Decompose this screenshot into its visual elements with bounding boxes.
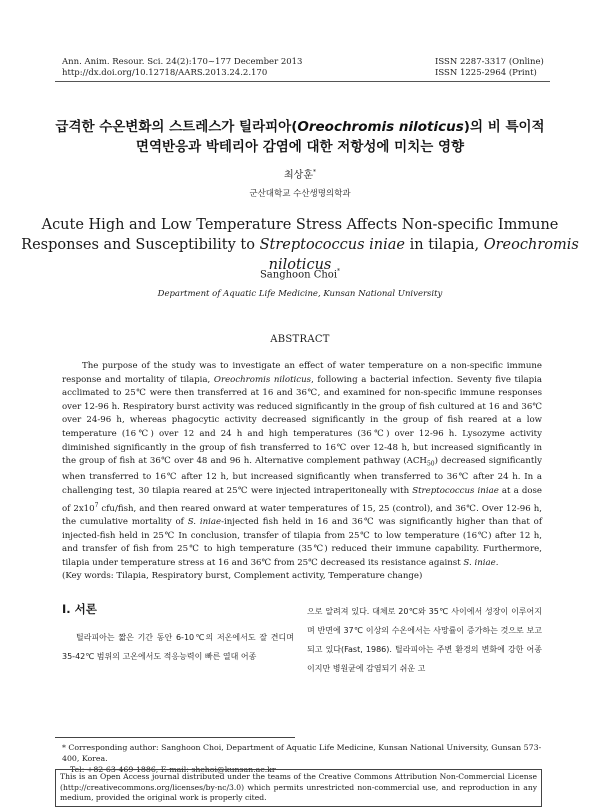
journal-citation xyxy=(62,57,302,79)
header-rule xyxy=(55,81,550,82)
species-name: Oreochromis niloticus xyxy=(297,119,464,135)
footnote-rule xyxy=(55,737,295,738)
abstract-heading: ABSTRACT xyxy=(270,334,330,345)
korean-title-line2: 면역반응과 박테리아 감염에 대한 저항성에 미치는 영향 xyxy=(135,139,465,155)
footnote-contact: Tel: +82-63-469-1886, E-mail: shchoi@kunsan.ac.kr xyxy=(70,765,276,774)
issn-online: ISSN 2287-3317 (Online) xyxy=(435,57,544,67)
english-author: Sanghoon Choi* xyxy=(259,268,341,281)
body-column-left xyxy=(62,628,294,666)
english-affiliation: Department of Aquatic Life Medicine, Kunsan National University xyxy=(157,289,443,299)
keywords: (Key words: Tilapia, Respiratory burst, Complement activity, Temperature change) xyxy=(62,571,423,582)
issn-block xyxy=(435,57,544,79)
intro-paragraph-right: 으로 알려져 있다. 대체로 20℃와 35℃ 사이에서 성장이 이루어지며 반면에 37℃ 이상의 수온에서는 사망률이 증가하는 것으로 보고되고 있다(Fast, 1986). 틸라피아는 주변 환경의 변화에 강한 어종이지만 병원균에 감염되기 쉬운 고 xyxy=(307,607,542,673)
abstract-body xyxy=(62,360,542,584)
abstract-paragraph: The purpose of the study was to investigate an effect of water temperature on a non-specific immune response and mortality of tilapia, Oreochromis niloticus, following a bacterial infection. Seventy five tilapia acclimated to 25℃ were then transferred at 16 and 36℃, and examined for non-specific immune responses over 12-96 h. Respiratory burst activity was reduced significantly in the group of fish cultured at 16 and 36℃ over 24-96 h, whereas phagocytic activity decreased significantly in the group of fish reared at a low temperature (16℃) over 12 and 24 h and high temperatures (36℃) over 12-96 h. Lysozyme activity diminished significantly in the group of fish transferred to 16℃ over 12-48 h, but increased significantly in the group of fish at 36℃ over 48 and 96 h. Alternative complement pathway $(ACH_{50})$ decreased significantly when transferred to 16℃ after 12 h, but increased significantly when transferred to 36℃ after 24 h. In a challenging test, 30 tilapia reared at 25℃ were injected intraperitoneally with Streptococcus iniae at a dose of $2x10^7$ cfu/fish, and then reared onward at water temperatures of 15, 25 (control), and 36℃. Over 12-96 h, the cumulative mortality of S. iniae-injected fish held in 16 and 36℃ was significantly higher than that of injected-fish held in 25℃ In conclusion, transfer of tilapia from 25℃ to low temperature (16℃) after 12 h, and transfer of fish from 25℃ to high temperature (35℃) reduced their immune capability. Furthermore, tilapia under temperature stress at 16 and 36℃ from 25℃ decreased its resistance against S. iniae. xyxy=(62,361,543,568)
license-notice: This is an Open Access journal distributed under the teams of the Creative Commons Attribution Non-Commercial License (http://creativecommons.org/licenses/by-nc/3.0) which permits unrestricted non-commercial use, and reproduction in any medium, provided the original work is properly cited. xyxy=(55,769,542,807)
english-title-line2: Responses and Susceptibility to Streptococcus iniae in tilapia, Oreochromis niloticus xyxy=(21,237,579,273)
footnote-line1: * Corresponding author: Sanghoon Choi, Department of Aquatic Life Medicine, Kunsan National University, Gunsan 573-400, Korea. xyxy=(62,743,542,763)
korean-author: 최상훈* xyxy=(284,168,316,181)
section-heading-introduction: I. 서론 xyxy=(62,602,97,616)
english-title-line1: Acute High and Low Temperature Stress Affects Non-specific Immune xyxy=(41,217,559,233)
korean-title-line1: 급격한 수온변화의 스트레스가 틸라피아(Oreochromis niloticus)의 비 특이적 xyxy=(55,119,545,135)
journal-line: Ann. Anim. Resour. Sci. 24(2):170~177 December 2013 xyxy=(62,57,303,67)
doi-link[interactable]: http://dx.doi.org/10.12718/AARS.2013.24.2.170 xyxy=(62,68,268,78)
korean-title xyxy=(40,117,560,157)
issn-print: ISSN 1225-2964 (Print) xyxy=(435,68,537,78)
body-column-right xyxy=(307,602,542,678)
korean-affiliation: 군산대학교 수산생명의학과 xyxy=(249,189,351,199)
english-title xyxy=(20,215,580,275)
intro-paragraph-left: 틸라피아는 짧은 기간 동안 6-10℃의 저온에서도 잘 견디며 35-42℃ 범위의 고온에서도 적응능력이 빠른 열대 어종 xyxy=(62,633,294,661)
